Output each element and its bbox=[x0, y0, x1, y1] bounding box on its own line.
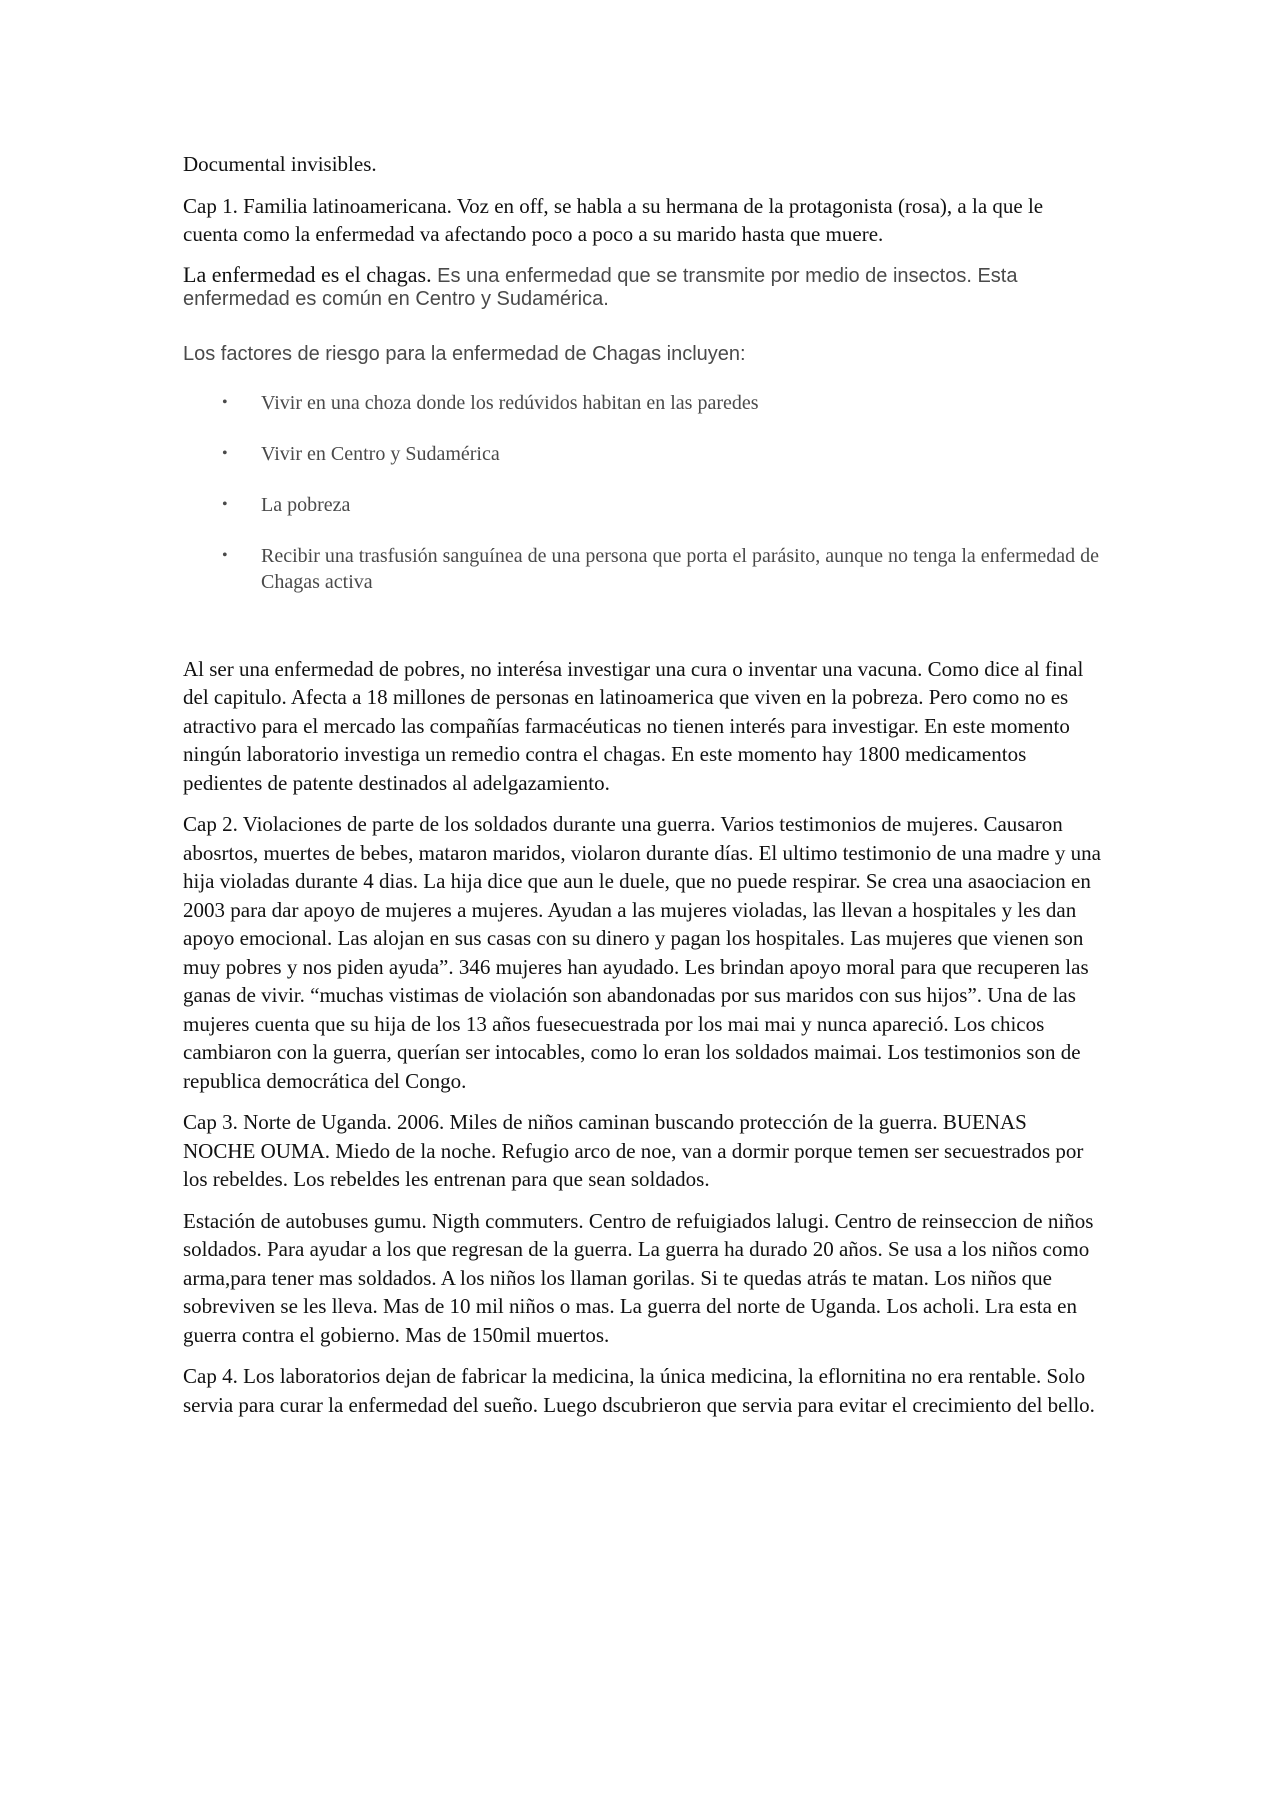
paragraph-chagas bbox=[183, 262, 1103, 311]
chagas-lead-text: La enfermedad es el chagas. bbox=[183, 261, 432, 287]
list-item-text: Vivir en una choza donde los redúvidos habitan en las paredes bbox=[261, 391, 759, 414]
paragraph-cap1: Cap 1. Familia latinoamericana. Voz en off, se habla a su hermana de la protagonista (rosa), a la que le cuenta como la enfermedad va afectando poco a poco a su marido hasta que muere. bbox=[183, 193, 1044, 246]
list-item-text: Recibir una trasfusión sanguínea de una persona que porta el parásito, aunque no tenga la enfermedad de Chagas activa bbox=[261, 544, 1100, 593]
risk-factors-heading: Los factores de riesgo para la enfermedad de Chagas incluyen: bbox=[183, 342, 746, 365]
chagas-description-text: Es una enfermedad que se transmite por medio de insectos. Esta enfermedad es común en Centro y Sudamérica. bbox=[183, 264, 1018, 310]
list-item bbox=[183, 441, 1103, 467]
list-item bbox=[183, 492, 1103, 518]
list-item bbox=[183, 543, 1103, 595]
document-body bbox=[183, 150, 1103, 1432]
list-item bbox=[183, 390, 1103, 416]
list-item-text: La pobreza bbox=[261, 493, 351, 516]
risk-factors-list bbox=[183, 390, 1103, 595]
bullet-icon: • bbox=[222, 495, 228, 513]
paragraph-cap3: Cap 3. Norte de Uganda. 2006. Miles de niños caminan buscando protección de la guerra. BUENAS NOCHE OUMA. Miedo de la noche. Refugio arco de noe, van a dormir porque temen ser secuestrados por los rebeldes. Los rebeldes les entrenan para que sean soldados. bbox=[183, 1110, 1084, 1191]
document-title: Documental invisibles. bbox=[183, 152, 377, 176]
bullet-icon: • bbox=[222, 393, 228, 411]
bullet-icon: • bbox=[222, 444, 228, 462]
bullet-icon: • bbox=[222, 546, 228, 564]
list-item-text: Vivir en Centro y Sudamérica bbox=[261, 442, 500, 465]
paragraph-estacion: Estación de autobuses gumu. Nigth commuters. Centro de refuigiados lalugi. Centro de reinseccion de niños soldados. Para ayudar a los que regresan de la guerra. La guerra ha durado 20 años. Se usa a los niños como arma,para tener mas soldados. A los niños los llaman gorilas. Si te quedas atrás te matan. Los niños que sobreviven se les lleva. Mas de 10 mil niños o mas. La guerra del norte de Uganda. Los acholi. Lra esta en guerra contra el gobierno. Mas de 150mil muertos. bbox=[183, 1208, 1094, 1347]
paragraph-cap4: Cap 4. Los laboratorios dejan de fabricar la medicina, la única medicina, la eflornitina no era rentable. Solo servia para curar la enfermedad del sueño. Luego dscubrieron que servia para evitar el crecimiento del bello. bbox=[183, 1364, 1095, 1417]
paragraph-cap2: Cap 2. Violaciones de parte de los soldados durante una guerra. Varios testimonios de mujeres. Causaron abosrtos, muertes de bebes, mataron maridos, violaron durante días. El ultimo testimonio de una madre y una hija violadas durante 4 dias. La hija dice que aun le duele, que no puede respirar. Se crea una asaociacion en 2003 para dar apoyo de mujeres a mujeres. Ayudan a las mujeres violadas, las llevan a hospitales y les dan apoyo emocional. Las alojan en sus casas con su dinero y pagan los hospitales. Las mujeres que vienen son muy pobres y nos piden ayuda”. 346 mujeres han ayudado. Les brindan apoyo moral para que recuperen las ganas de vivir. “muchas vistimas de violación son abandonadas por sus maridos con sus hijos”. Una de las mujeres cuenta que su hija de los 13 años fuesecuestrada por los mai mai y nunca apareció. Los chicos cambiaron con la guerra, querían ser intocables, como lo eran los soldados maimai. Los testimonios son de republica democrática del Congo. bbox=[183, 812, 1101, 1093]
paragraph-pobres: Al ser una enfermedad de pobres, no interésa investigar una cura o inventar una vacuna. Como dice al final del capitulo. Afecta a 18 millones de personas en latinoamerica que viven en la pobreza. Pero como no es atractivo para el mercado las compañías farmacéuticas no tienen interés para investigar. En este momento ningún laboratorio investiga un remedio contra el chagas. En este momento hay 1800 medicamentos pedientes de patente destinados al adelgazamiento. bbox=[183, 656, 1084, 795]
